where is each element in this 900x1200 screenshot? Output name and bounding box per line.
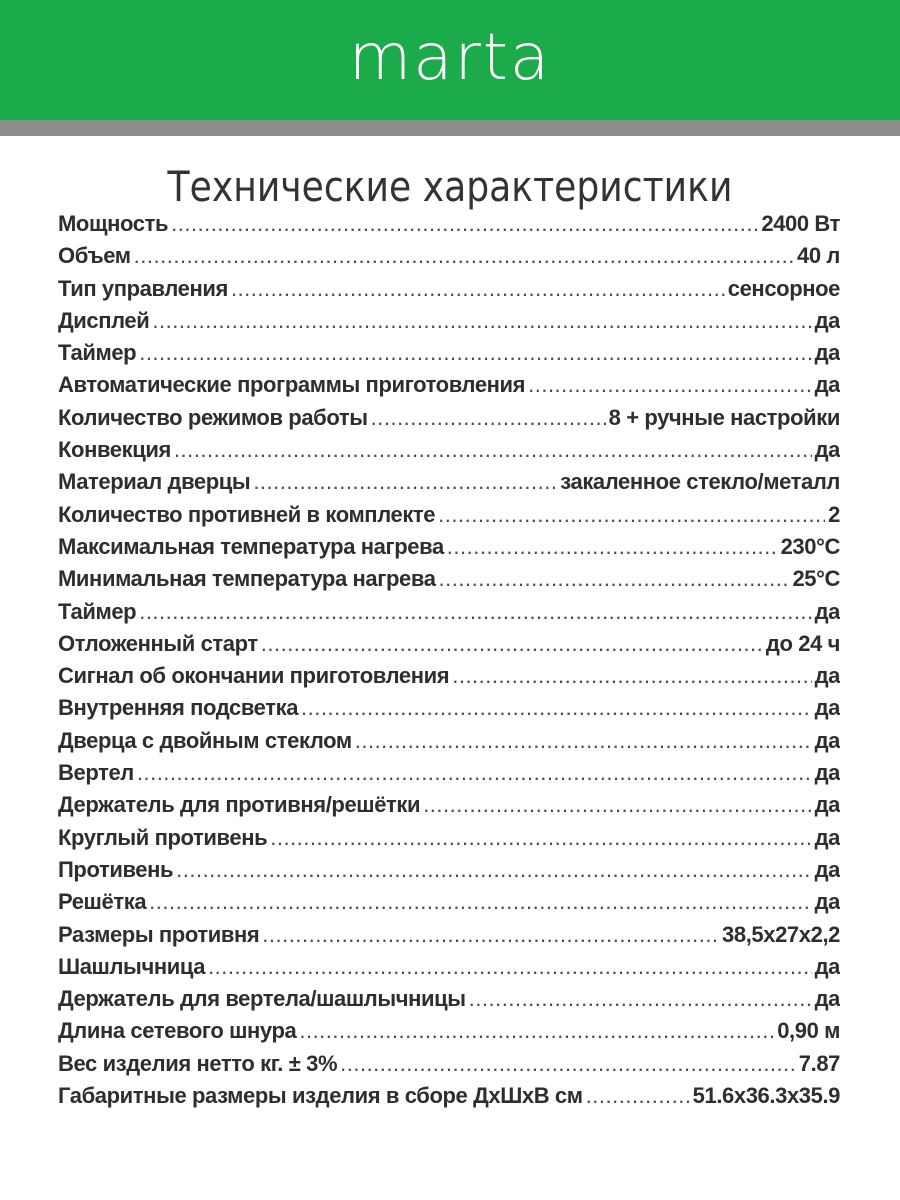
dot-leader [528, 369, 811, 401]
spec-label: Автоматические программы приготовления [58, 372, 526, 398]
dot-leader [149, 886, 811, 918]
spec-row [58, 789, 840, 821]
spec-label: Решётка [58, 889, 147, 915]
spec-label: Размеры противня [58, 921, 260, 947]
spec-value: да [814, 307, 840, 333]
spec-label: Минимальная температура нагрева [58, 566, 436, 592]
dot-leader [586, 1080, 690, 1112]
spec-label: Противень [58, 856, 174, 882]
spec-label: Отложенный старт [58, 630, 258, 656]
spec-label: Материал дверцы [58, 469, 251, 495]
spec-label: Дисплей [58, 307, 150, 333]
spec-row [58, 886, 840, 918]
spec-value: да [814, 598, 840, 624]
spec-row [58, 919, 840, 951]
spec-label: Мощность [58, 211, 169, 236]
dot-leader [452, 660, 811, 692]
spec-value: да [814, 889, 840, 915]
spec-value: да [814, 856, 840, 882]
spec-value: да [814, 760, 840, 786]
spec-value: сенсорное [727, 275, 840, 301]
spec-row [58, 466, 840, 498]
spec-value: да [814, 437, 840, 463]
spec-label: Тип управления [58, 275, 228, 301]
dot-leader [152, 305, 811, 337]
spec-row [58, 628, 840, 660]
spec-value: да [814, 986, 840, 1012]
spec-value: да [814, 663, 840, 689]
dot-leader [355, 725, 812, 757]
spec-row [58, 1015, 840, 1047]
dot-leader [137, 757, 812, 789]
spec-label: Шашлычница [58, 953, 206, 979]
dot-leader [253, 466, 557, 498]
spec-row [58, 273, 840, 305]
dot-leader [447, 531, 778, 563]
spec-row [58, 854, 840, 886]
spec-value: 25°C [792, 566, 840, 592]
header-divider-bar [0, 120, 900, 136]
spec-row [58, 725, 840, 757]
dot-leader [299, 1015, 774, 1047]
dot-leader [262, 919, 719, 951]
dot-leader [340, 1048, 796, 1080]
dot-leader [261, 628, 763, 660]
spec-row [58, 660, 840, 692]
spec-label: Таймер [58, 340, 137, 366]
spec-value: 40 л [797, 243, 840, 269]
spec-label: Держатель для противня/решётки [58, 792, 421, 818]
spec-row [58, 692, 840, 724]
brand-logo: marta [348, 21, 552, 95]
spec-value: 38,5x27x2,2 [722, 921, 840, 947]
spec-row [58, 1080, 840, 1112]
dot-leader [174, 434, 812, 466]
spec-row [58, 563, 840, 595]
dot-leader [469, 983, 812, 1015]
spec-row [58, 983, 840, 1015]
spec-label: Длина сетевого шнура [58, 1018, 297, 1044]
dot-leader [438, 499, 825, 531]
spec-row [58, 208, 840, 240]
spec-label: Объем [58, 243, 131, 269]
spec-label: Держатель для вертела/шашлычницы [58, 986, 466, 1012]
spec-value: да [814, 695, 840, 721]
spec-row [58, 822, 840, 854]
spec-value: 7.87 [798, 1050, 840, 1076]
spec-value: да [814, 792, 840, 818]
spec-value: 2 [828, 501, 840, 527]
spec-value: да [814, 727, 840, 753]
spec-row [58, 499, 840, 531]
spec-value: 51.6x36.3x35.9 [692, 1083, 840, 1109]
spec-row [58, 596, 840, 628]
spec-label: Вес изделия нетто кг. ± 3% [58, 1050, 338, 1076]
spec-row [58, 402, 840, 434]
spec-list [58, 208, 840, 1112]
spec-value: да [814, 824, 840, 850]
spec-label: Внутренняя подсветка [58, 695, 299, 721]
spec-value: да [814, 372, 840, 398]
spec-label: Количество противней в комплекте [58, 501, 436, 527]
spec-row [58, 757, 840, 789]
dot-leader [171, 208, 758, 240]
spec-value: 230°C [780, 533, 840, 559]
spec-label: Максимальная температура нагрева [58, 533, 444, 559]
dot-leader [208, 951, 812, 983]
spec-label: Конвекция [58, 437, 171, 463]
spec-label: Круглый противень [58, 824, 268, 850]
page-title: Технические характеристики [167, 162, 733, 211]
dot-leader [176, 854, 811, 886]
spec-label: Габаритные размеры изделия в сборе ДхШхВ см [58, 1083, 583, 1109]
dot-leader [139, 337, 811, 369]
spec-value: 8 + ручные настройки [608, 404, 840, 430]
spec-label: Дверца с двойным стеклом [58, 727, 352, 753]
spec-row [58, 1048, 840, 1080]
spec-value: да [814, 340, 840, 366]
spec-row [58, 337, 840, 369]
dot-leader [139, 596, 811, 628]
spec-value: до 24 ч [765, 630, 840, 656]
dot-leader [301, 692, 812, 724]
spec-value: 2400 Вт [761, 211, 840, 236]
spec-row [58, 951, 840, 983]
dot-leader [231, 273, 725, 305]
dot-leader [423, 789, 811, 821]
spec-label: Таймер [58, 598, 137, 624]
spec-row [58, 240, 840, 272]
spec-label: Сигнал об окончании приготовления [58, 663, 450, 689]
spec-label: Вертел [58, 760, 134, 786]
dot-leader [270, 822, 811, 854]
spec-value: 0,90 м [777, 1018, 840, 1044]
dot-leader [371, 402, 606, 434]
dot-leader [134, 240, 794, 272]
dot-leader [439, 563, 790, 595]
spec-row [58, 305, 840, 337]
spec-value: да [814, 953, 840, 979]
spec-row [58, 531, 840, 563]
spec-label: Количество режимов работы [58, 404, 368, 430]
spec-row [58, 434, 840, 466]
spec-value: закаленное стекло/металл [560, 469, 840, 495]
spec-row [58, 369, 840, 401]
